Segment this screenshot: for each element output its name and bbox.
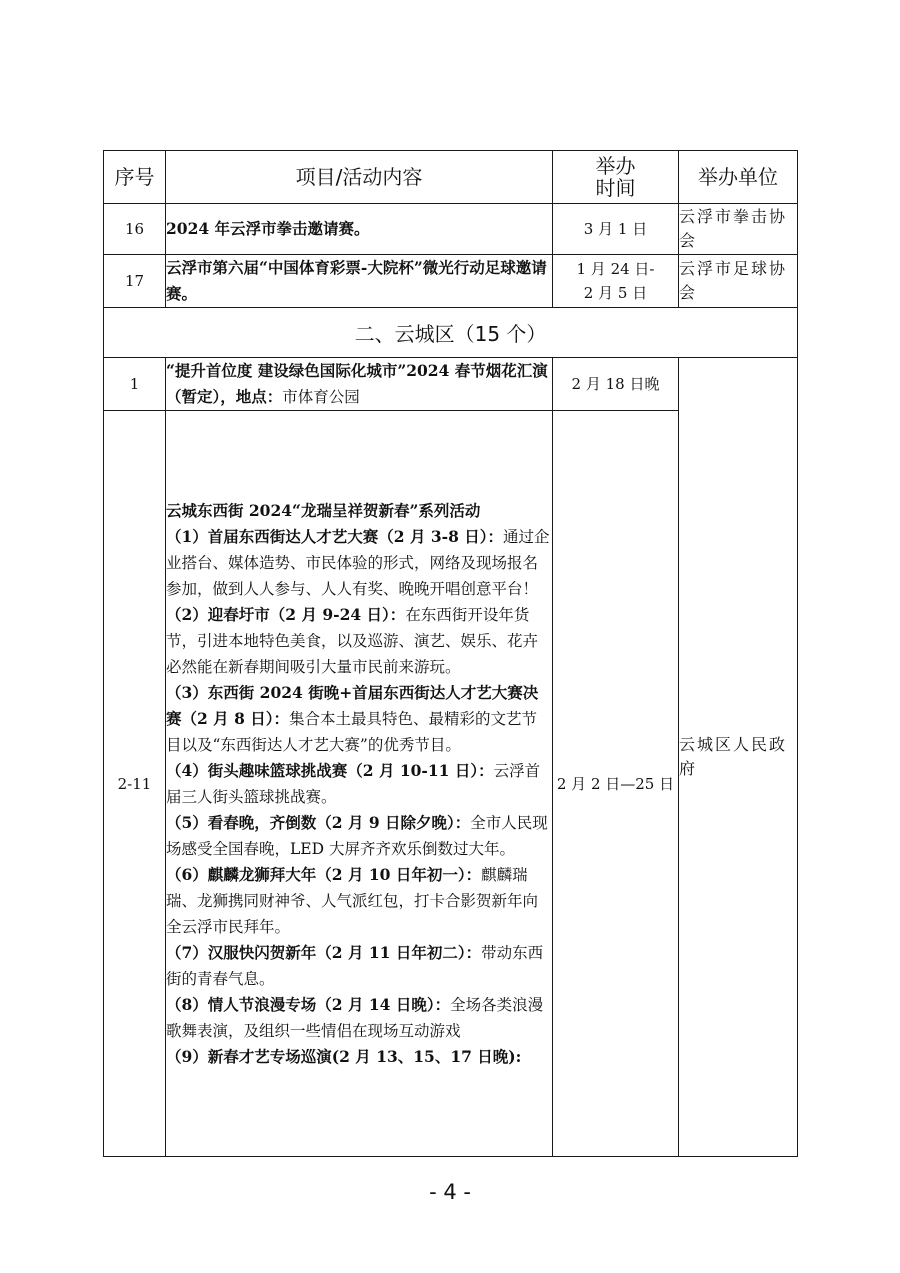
header-time	[553, 151, 679, 204]
item-desc: 全场各类浪漫歌舞表演，及组织一些情侣在现场互动游戏	[166, 995, 544, 1040]
list-item	[166, 810, 552, 862]
item-head: （8）情人节浪漫专场（2 月 14 日晚）：	[166, 994, 451, 1014]
header-no: 序号	[104, 151, 166, 204]
location-label: 地点：	[235, 387, 283, 406]
section-row	[104, 308, 798, 358]
row-date: 2 月 18 日晚	[553, 358, 679, 411]
row-number: 1	[104, 358, 166, 411]
item-desc: 云浮首届三人街头篮球挑战赛。	[166, 761, 541, 806]
row-date: 3 月 1 日	[553, 204, 679, 255]
item-head: （1）首届东西街达人才艺大赛（2 月 3-8 日）：	[166, 526, 504, 546]
location-value: 市体育公园	[282, 388, 360, 406]
row-content	[166, 358, 553, 411]
table-header-row	[104, 151, 798, 204]
table-row	[104, 358, 798, 411]
list-item	[166, 524, 552, 602]
item-desc: 通过企业搭台、媒体造势、市民体验的形式，网络及现场报名参加，做到人人参与、人人有奖、晚晚开唱创意平台！	[166, 527, 550, 598]
row-unit: 云城区人民政府	[679, 358, 798, 1157]
row-date: 2 月 2 日—25 日	[553, 411, 679, 1157]
item-head: （9）新春才艺专场巡演(2 月 13、15、17 日晚):	[166, 1046, 522, 1066]
row-content	[166, 411, 553, 1157]
item-head: （5）看春晚，齐倒数（2 月 9 日除夕晚）：	[166, 812, 471, 832]
header-time-line1: 举办	[595, 154, 636, 178]
list-item	[166, 940, 552, 992]
item-desc: 集合本土最具特色、最精彩的文艺节目以及“东西街达人才艺大赛”的优秀节目。	[166, 709, 538, 754]
item-desc: 在东西街开设年货节，引进本地特色美食，以及巡游、演艺、娱乐、花卉必然能在新春期间吸引大量市民前来游玩。	[166, 605, 539, 676]
list-item	[166, 862, 552, 940]
item-head: （4）街头趣味篮球挑战赛（2 月 10-11 日）：	[166, 760, 494, 780]
row-number: 2-11	[104, 411, 166, 1157]
item-desc: 带动东西街的青春气息。	[166, 943, 544, 988]
row-content: 2024 年云浮市拳击邀请赛。	[166, 204, 553, 255]
list-item	[166, 602, 552, 680]
events-table	[103, 150, 798, 1157]
row-number: 16	[104, 204, 166, 255]
series-intro: 云城东西街 2024“龙瑞呈祥贺新春”系列活动	[166, 500, 481, 520]
page-number: - 4 -	[429, 1180, 471, 1204]
item-desc: 麒麟瑞瑞、龙狮携同财神爷、人气派红包，打卡合影贺新年向全云浮市民拜年。	[166, 865, 539, 936]
header-content: 项目/活动内容	[166, 151, 553, 204]
header-time-line2: 时间	[595, 176, 636, 200]
row-unit: 云浮市足球协会	[679, 255, 798, 308]
header-unit: 举办单位	[679, 151, 798, 204]
item-head: （6）麒麟龙狮拜大年（2 月 10 日年初一）：	[166, 864, 482, 884]
row-number: 17	[104, 255, 166, 308]
section-title: 二、云城区（15 个）	[104, 308, 798, 358]
item-head: （7）汉服快闪贺新年（2 月 11 日年初二）：	[166, 942, 482, 962]
row-date-line2: 2 月 5 日	[583, 284, 648, 302]
row-content: 云浮市第六届“中国体育彩票-大院杯”微光行动足球邀请赛。	[166, 255, 553, 308]
table-row	[104, 204, 798, 255]
row-date	[553, 255, 679, 308]
list-item	[166, 992, 552, 1044]
item-head: （3）东西街 2024 街晚+首届东西街达人才艺大赛决赛（2 月 8 日）：	[166, 682, 539, 728]
list-item	[166, 680, 552, 758]
item-desc: 全市人民现场感受全国春晚，LED 大屏齐齐欢乐倒数过大年。	[166, 813, 548, 858]
table-row	[104, 255, 798, 308]
row-unit: 云浮市拳击协会	[679, 204, 798, 255]
row-title: “提升首位度 建设绿色国际化城市”2024 春节烟花汇演（暂定），	[166, 361, 548, 406]
list-item	[166, 1044, 552, 1070]
list-item	[166, 758, 552, 810]
item-head: （2）迎春圩市（2 月 9-24 日）：	[166, 604, 406, 624]
row-date-line1: 1 月 24 日-	[576, 260, 655, 278]
